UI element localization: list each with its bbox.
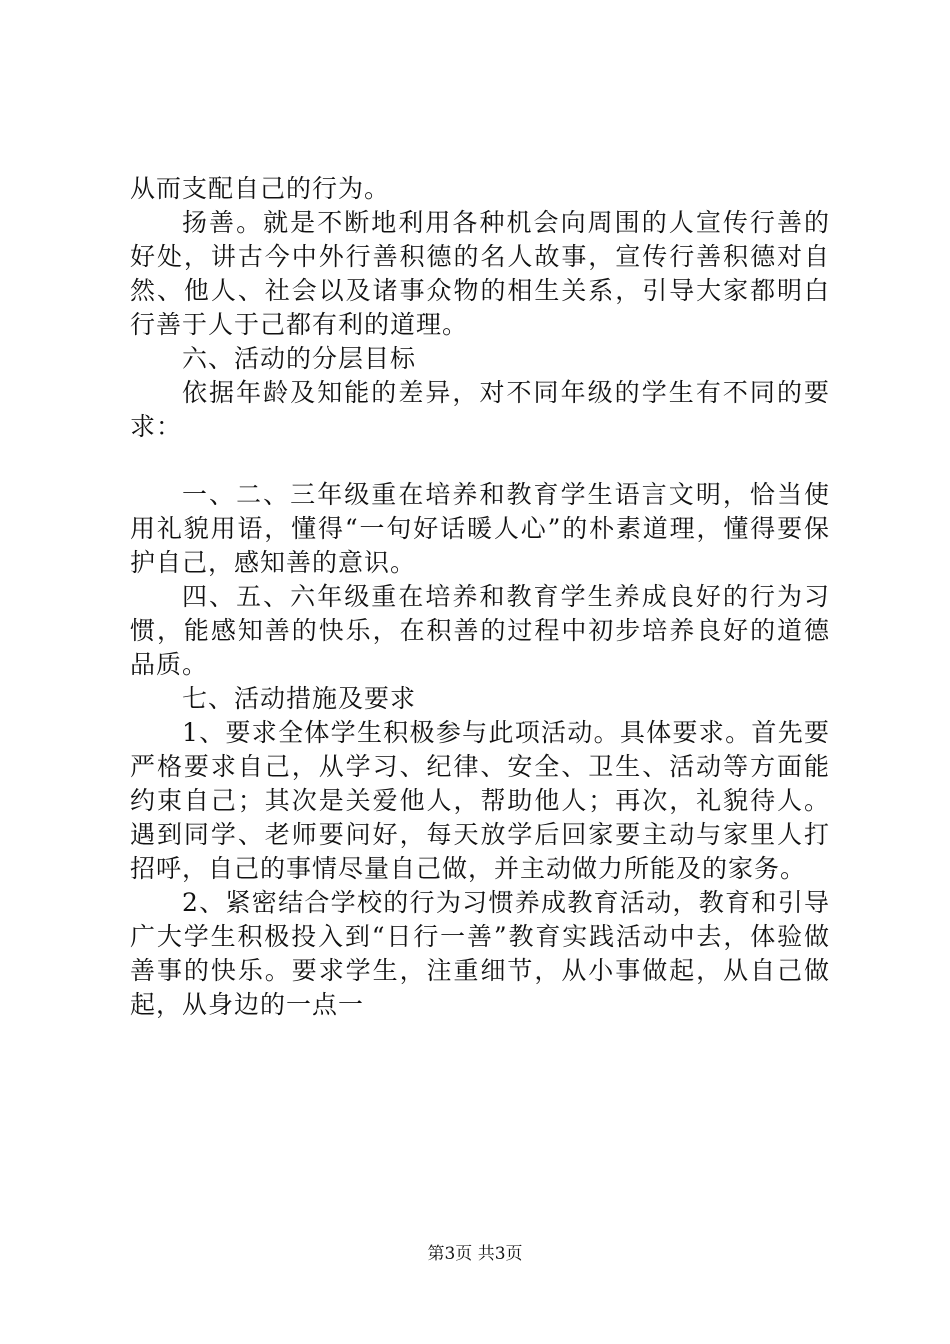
document-body [130, 172, 830, 1022]
paragraph-yangshan: 扬善。就是不断地利用各种机会向周围的人宣传行善的好处，讲古今中外行善积德的名人故事，宣传行善积德对自然、他人、社会以及诸事众物的相生关系，引导大家都明白行善于人于己都有利的道理。 [130, 208, 830, 339]
paragraph-measure-1: 1、要求全体学生积极参与此项活动。具体要求。首先要严格要求自己，从学习、纪律、安全、卫生、活动等方面能约束自己；其次是关爱他人，帮助他人；再次，礼貌待人。遇到同学、老师要问好，每天放学后回家要主动与家里人打招呼，自己的事情尽量自己做，并主动做力所能及的家务。 [130, 718, 830, 883]
paragraph-measure-2: 2、紧密结合学校的行为习惯养成教育活动，教育和引导广大学生积极投入到“日行一善”教育实践活动中去，体验做善事的快乐。要求学生，注重细节，从小事做起，从自己做起，从身边的一点一 [130, 888, 830, 1019]
paragraph-intro-requirements: 依据年龄及知能的差异，对不同年级的学生有不同的要求： [130, 378, 830, 441]
section-heading-6: 六、活动的分层目标 [182, 344, 417, 373]
page-footer: 第3页 共3页 [427, 1244, 523, 1264]
paragraph-grades-1-3: 一、二、三年级重在培养和教育学生语言文明，恰当使用礼貌用语，懂得“一句好话暖人心”的朴素道理，懂得要保护自己，感知善的意识。 [130, 480, 830, 577]
paragraph-grades-4-6: 四、五、六年级重在培养和教育学生养成良好的行为习惯，能感知善的快乐，在积善的过程中初步培养良好的道德品质。 [130, 582, 830, 679]
section-heading-7: 七、活动措施及要求 [182, 684, 417, 713]
paragraph-continuation: 从而支配自己的行为。 [130, 174, 391, 203]
